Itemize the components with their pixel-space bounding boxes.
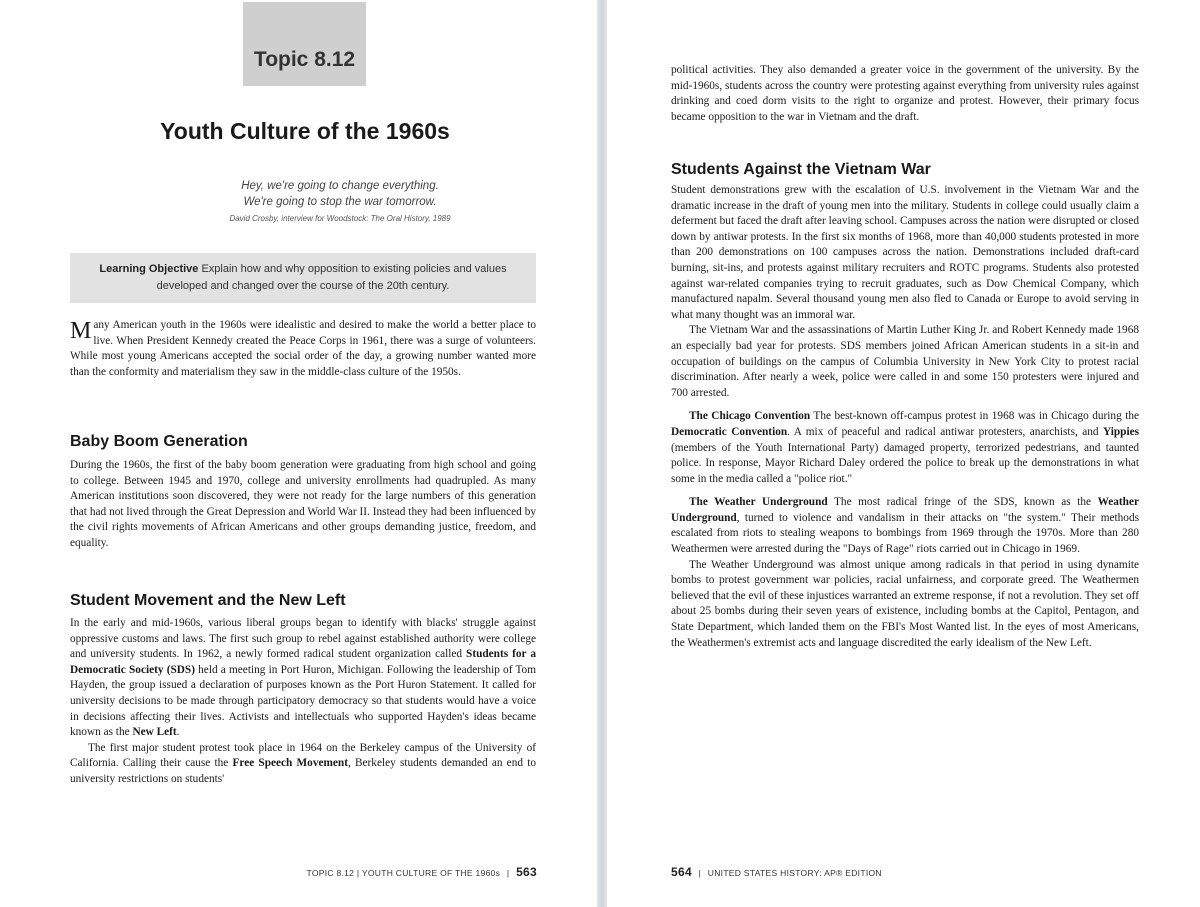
left-page-number: 563 (516, 865, 537, 879)
page-title: Youth Culture of the 1960s (160, 118, 450, 144)
baby-boom-body (70, 458, 536, 552)
term-sds: Students for a Democratic Society (SDS) (70, 648, 536, 676)
right-footer: 564 | UNITED STATES HISTORY: AP® EDITION (671, 865, 882, 879)
vietnam-para-1: Student demonstrations grew with the escalation of U.S. involvement in the Vietnam War and the dramatic increase in the draft of young men into the military. Students in college could usually claim a deferment but faced the draft after leaving school. Campuses across the nation were disrupted or closed down by antiwar protests. In the first six months of 1968, more than 40,000 students protested in more than 200 demonstrations on 100 campuses across the nation. Demonstrations included draft-card burning, sit-ins, and protests against military recruiters and ROTC programs. Students also protested against war-related companies trying to recruit graduates, such as Dow Chemical Company, which manufactured napalm. Several thousand young men also fled to Canada or Europe to avoid serving in what many thought was an immoral war. (671, 184, 1139, 321)
learning-objective-label: Learning Objective (99, 263, 199, 275)
vietnam-para-2: The Vietnam War and the assassinations of Martin Luther King Jr. and Robert Kennedy made 1968 an especially bad year for protests. SDS members joined African American students in a sit-in and occupation of buildings on the campus of Columbia University in New York City to protest racial discrimination. After nearly a week, police were called in and some 150 protesters were injured and 700 arrested. (671, 324, 1139, 399)
learning-objective-text: Explain how and why opposition to existing policies and values developed and changed over the course of the 20th century. (156, 263, 507, 292)
right-page-number: 564 (671, 865, 692, 879)
drop-cap: M (70, 318, 92, 344)
continued-text: political activities. They also demanded a greater voice in the government of the university. By the mid-1960s, students across the country were protesting against everything from university rules against drinking and coed dorm visits to the right to organize and protest. However, their primary focus became opposition to the war in Vietnam and the draft. (671, 64, 1139, 123)
epigraph-line-1: Hey, we're going to change everything. (241, 180, 439, 192)
weather-para-2: The Weather Underground was almost unique among radicals in that period in using dynamite bombs to protest government war policies, racial unfairness, and corporate greed. The Weathermen believed that the evil of these injustices warranted an extreme response, if not a revolution. They set off about 25 bombs during their seven years of existence, including bombs at the Capitol, Pentagon, and State Department, which landed them on the FBI's Most Wanted list. In the eyes of most Americans, the Weathermen's extremist acts and language discredited the early idealism of the New Left. (671, 558, 1139, 649)
section-vietnam (671, 160, 1139, 180)
section-baby-boom (70, 432, 536, 452)
chicago-para: The Chicago Convention The best-known off-campus protest in 1968 was in Chicago during the Democratic Convention. A mix of peaceful and radical antiwar protesters, anarchists, and Yippies (members of the Youth International Party) damaged property, terrorized pedestrians, and taunted police. In response, Mayor Richard Daley ordered the police to break up the demonstrations in what some in the media called a "police riot." (671, 410, 1139, 485)
student-movement-body (70, 616, 536, 788)
intro-text: any American youth in the 1960s were idealistic and desired to make the world a better place to live. When President Kennedy created the Peace Corps in 1961, there was a surge of volunteers. While most young Americans accepted the social order of the day, a growing number wanted more than the conformity and materialism they saw in the middle-class culture of the 1950s. (70, 319, 536, 378)
term-democratic-convention: Democratic Convention (671, 425, 788, 438)
section-student-movement (70, 591, 536, 611)
epigraph (140, 178, 540, 226)
baby-boom-text: During the 1960s, the first of the baby boom generation were graduating from high school and going to college. Between 1945 and 1970, college and university enrollments had quadrupled. As many American institutions soon discovered, they were not ready for the large numbers of this generation that had not lived through the Great Depression and World War II. Instead they had been influenced by the civil rights movements of African Americans and other groups demanding justice, freedom, and equality. (70, 459, 536, 549)
page-gutter (597, 0, 607, 907)
epigraph-line-2: We're going to stop the war tomorrow. (243, 196, 437, 208)
left-footer: TOPIC 8.12 | YOUTH CULTURE OF THE 1960s | 563 (306, 865, 537, 879)
term-weather-underground: Weather Underground (671, 496, 1139, 524)
student-movement-para-2: The first major student protest took place in 1964 on the Berkeley campus of the University of California. Calling their cause the Free Speech Movement, Berkeley students demanded an end to university restrictions on students' (70, 741, 536, 785)
student-movement-para-1: In the early and mid-1960s, various liberal groups began to identify with blacks' struggle against oppressive customs and laws. The first such group to rebel against established authority were college and university students. In 1962, a newly formed radical student organization called Students for a Democratic Society (SDS) held a meeting in Port Huron, Michigan. Following the leadership of Tom Hayden, the group issued a declaration of purposes known as the Port Huron Statement. It called for university decisions to be made through participatory democracy so that students would have a voice in decisions affecting their lives. Activists and intellectuals who supported Hayden's ideas became known as the New Left. (70, 617, 536, 739)
epigraph-attribution: David Crosby, interview for Woodstock: The Oral History, 1989 (229, 214, 451, 223)
heading-student-movement: Student Movement and the New Left (70, 592, 346, 609)
weather-para-1: The Weather Underground The most radical fringe of the SDS, known as the Weather Underground, turned to violence and vandalism in their attacks on "the system." Their methods escalated from riots to stealing weapons to bombings from 1969 through the 1970s. More than 280 Weathermen were arrested during the "Days of Rage" riots carried out in Chicago in 1969. (671, 496, 1139, 556)
left-running-head: TOPIC 8.12 | YOUTH CULTURE OF THE 1960s (306, 868, 501, 878)
right-running-head: UNITED STATES HISTORY: AP® EDITION (707, 868, 882, 878)
continued-paragraph (671, 63, 1139, 125)
runin-weather: The Weather Underground (689, 496, 828, 509)
heading-baby-boom: Baby Boom Generation (70, 433, 248, 450)
runin-chicago: The Chicago Convention (689, 410, 811, 423)
learning-objective-box (70, 253, 536, 303)
term-yippies: Yippies (1103, 425, 1139, 438)
intro-paragraph (70, 318, 536, 380)
topic-label: Topic 8.12 (253, 48, 356, 71)
term-new-left: New Left (132, 726, 177, 739)
term-free-speech-movement: Free Speech Movement (232, 757, 348, 770)
vietnam-body (671, 183, 1139, 651)
heading-vietnam: Students Against the Vietnam War (671, 161, 931, 178)
topic-tab (243, 2, 366, 86)
